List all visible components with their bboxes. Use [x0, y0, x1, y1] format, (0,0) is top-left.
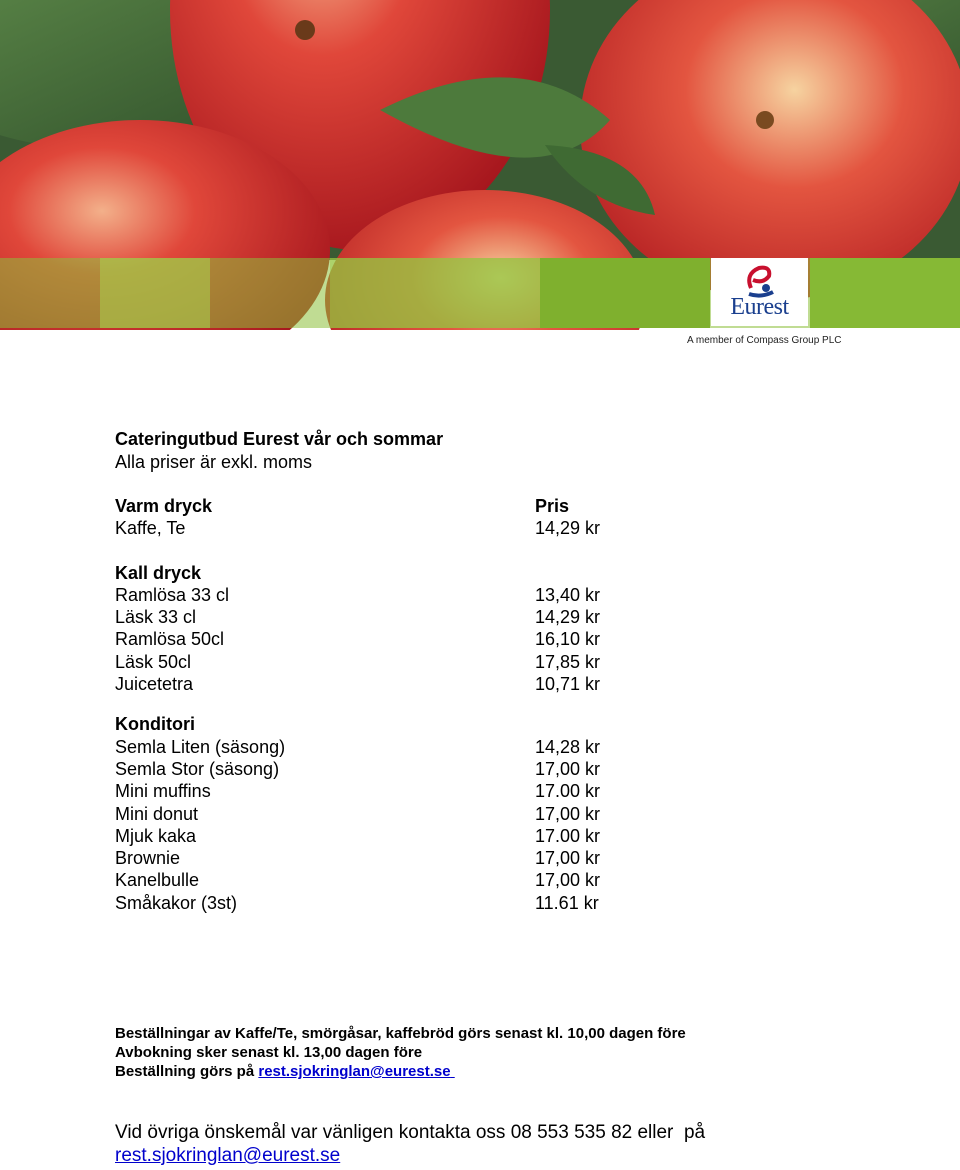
header-banner — [0, 0, 960, 330]
price-column-header: Pris — [535, 496, 570, 516]
item-name: Läsk 33 cl — [115, 607, 197, 627]
item-price: 10,71 kr — [535, 674, 601, 694]
item-price: 14,28 kr — [535, 737, 601, 757]
item-name: Semla Liten (säsong) — [115, 737, 286, 757]
item-price: 13,40 kr — [535, 585, 601, 605]
subtitle: Alla priser är exkl. moms — [115, 452, 313, 472]
apples-photo — [0, 0, 960, 330]
section-title-konditori: Konditori — [115, 714, 195, 734]
item-price: 17,00 kr — [535, 848, 601, 868]
item-name: Mini muffins — [115, 781, 211, 801]
order-note-deadline: Beställningar av Kaffe/Te, smörgåsar, kaffebröd görs senast kl. 10,00 dagen före — [115, 1025, 686, 1042]
page-title: Cateringutbud Eurest vår och sommar — [115, 429, 444, 449]
item-name: Kanelbulle — [115, 870, 200, 890]
item-name: Ramlösa 50cl — [115, 629, 225, 649]
item-name: Mjuk kaka — [115, 826, 197, 846]
item-price: 17,00 kr — [535, 870, 601, 890]
contact-email-link[interactable]: rest.sjokringlan@eurest.se — [115, 1145, 341, 1166]
item-price: 17.00 kr — [535, 781, 601, 801]
eurest-logo-text: Eurest — [730, 294, 789, 320]
item-price: 16,10 kr — [535, 629, 601, 649]
item-name: Ramlösa 33 cl — [115, 585, 230, 605]
item-price: 14,29 kr — [535, 518, 601, 538]
item-price: 17,00 kr — [535, 804, 601, 824]
item-name: Kaffe, Te — [115, 518, 186, 538]
section-title-kall-dryck: Kall dryck — [115, 563, 202, 583]
item-price: 17,85 kr — [535, 652, 601, 672]
section-title-varm-dryck: Varm dryck — [115, 496, 213, 516]
eurest-logo — [711, 258, 808, 326]
contact-text: Vid övriga önskemål var vänligen kontakta oss 08 553 535 82 eller på — [115, 1122, 706, 1143]
item-name: Mini donut — [115, 804, 199, 824]
item-name: Semla Stor (säsong) — [115, 759, 280, 779]
item-name: Brownie — [115, 848, 181, 868]
order-email-link[interactable]: rest.sjokringlan@eurest.se — [258, 1063, 451, 1080]
eurest-logo-icon — [711, 258, 808, 298]
item-price: 11.61 kr — [535, 893, 599, 913]
order-note-prefix: Beställning görs på — [115, 1063, 259, 1080]
contact-info — [115, 1121, 705, 1167]
order-notes — [115, 1024, 686, 1081]
item-price: 17.00 kr — [535, 826, 601, 846]
order-note-cancellation: Avbokning sker senast kl. 13,00 dagen före — [115, 1044, 423, 1061]
item-price: 14,29 kr — [535, 607, 601, 627]
item-name: Läsk 50cl — [115, 652, 192, 672]
item-name: Juicetetra — [115, 674, 194, 694]
tagline: A member of Compass Group PLC — [687, 335, 842, 346]
item-price: 17,00 kr — [535, 759, 601, 779]
item-name: Småkakor (3st) — [115, 893, 238, 913]
order-note-email-line — [115, 1062, 686, 1081]
